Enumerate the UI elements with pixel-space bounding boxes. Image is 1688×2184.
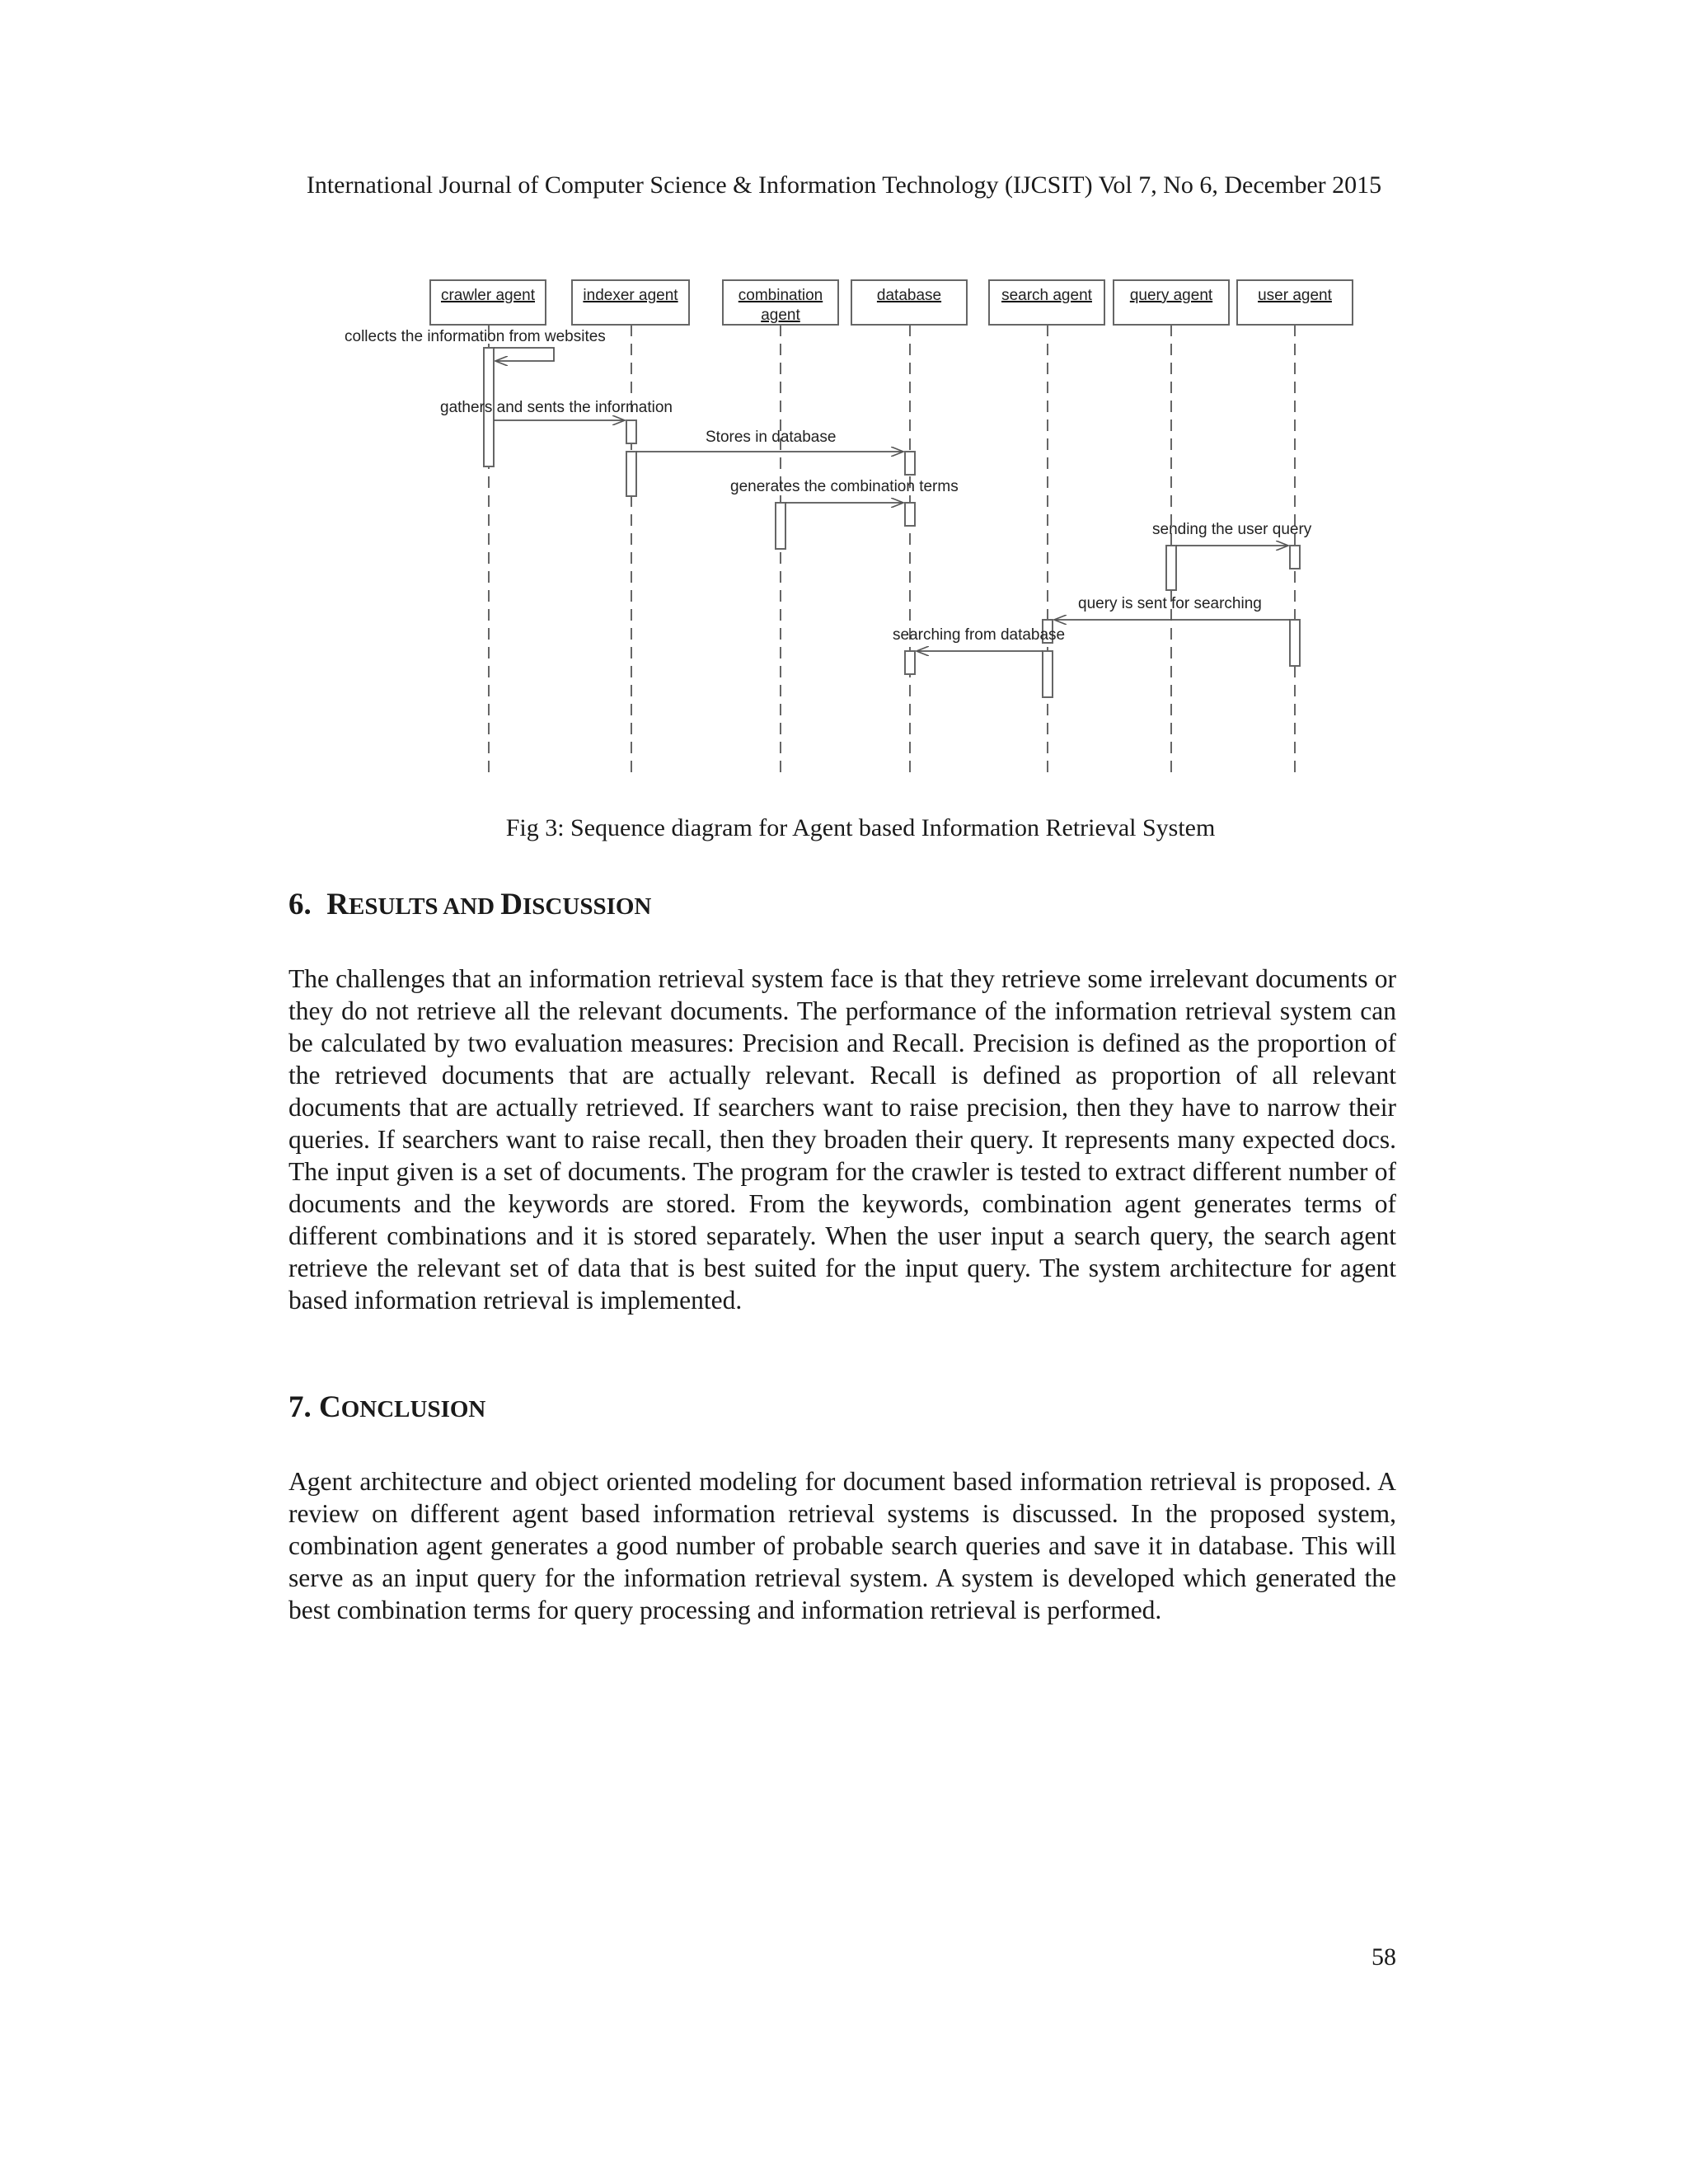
section-6-title-iscussion: ISCUSSION xyxy=(523,893,652,920)
section-6-title-d: D xyxy=(500,888,523,921)
activation-database-3 xyxy=(905,651,915,674)
sequence-diagram xyxy=(330,272,1368,783)
message-label-4: generates the combination terms xyxy=(730,478,959,495)
running-header: International Journal of Computer Science & Information Technology (IJCSIT) Vol 7, No 6, December 2015 xyxy=(306,171,1382,199)
message-label-5: sending the user query xyxy=(1152,521,1312,538)
section-6-title-r: R xyxy=(326,888,349,921)
section-7-title-onclusion: ONCLUSION xyxy=(340,1396,486,1422)
activation-user-1 xyxy=(1290,546,1300,569)
message-label-1: collects the information from websites xyxy=(345,328,606,345)
section-6-title-esults: ESULTS AND xyxy=(348,893,501,920)
activation-database-1 xyxy=(905,452,915,475)
message-label-6: query is sent for searching xyxy=(1078,595,1262,612)
section-6-paragraph: The challenges that an information retrieval system face is that they retrieve some irrelevant documents or they do not retrieve all the relevant documents. The performance of the information retrieval system can be calculated by two evaluation measures: Precision and Recall. Precision is defined as the proportion of the retrieved documents that are actually relevant. Recall is defined as proportion of all relevant documents that are actually retrieved. If searchers want to raise precision, then they have to narrow their queries. If searchers want to raise recall, then they broaden their query. It represents many expected docs. The input given is a set of documents. The program for the crawler is tested to extract different number of documents and the keywords are stored. From the keywords, combination agent generates terms of different combinations and it is stored separately. When the user input a search query, the search agent retrieve the relevant set of data that is best suited for the input query. The system architecture for agent based information retrieval is implemented. xyxy=(288,964,1396,1315)
activation-database-2 xyxy=(905,503,915,526)
activation-user-2 xyxy=(1290,620,1300,666)
activation-indexer-2 xyxy=(626,452,636,496)
lifeline-label-indexer-agent: indexer agent xyxy=(583,287,678,304)
message-arrow-1 xyxy=(494,348,554,361)
lifeline-label-database: database xyxy=(876,287,942,304)
message-label-2: gathers and sents the information xyxy=(440,399,673,416)
section-7-number: 7. xyxy=(288,1390,312,1424)
lifeline-label-combination-agent-1: combination xyxy=(738,287,823,304)
activation-combination xyxy=(776,503,785,549)
lifeline-label-crawler-agent: crawler agent xyxy=(440,287,536,304)
message-label-7: searching from database xyxy=(893,626,1066,644)
lifeline-label-search-agent: search agent xyxy=(1001,287,1092,304)
message-label-3: Stores in database xyxy=(706,429,837,446)
lifeline-label-user-agent: user agent xyxy=(1258,287,1332,304)
lifeline-label-query-agent: query agent xyxy=(1129,287,1213,304)
lifeline-label-combination-agent-2: agent xyxy=(761,307,800,324)
section-6-number: 6. xyxy=(288,888,312,921)
section-7-title-c: C xyxy=(319,1390,341,1424)
section-6-heading xyxy=(288,887,651,922)
section-7-heading xyxy=(288,1390,485,1425)
figure-caption: Fig 3: Sequence diagram for Agent based Information Retrieval System xyxy=(505,814,1216,841)
activation-indexer-1 xyxy=(626,420,636,443)
page-number: 58 xyxy=(1372,1943,1396,1971)
activation-search-2 xyxy=(1043,651,1053,697)
section-7-paragraph: Agent architecture and object oriented modeling for document based information retrieval is proposed. A review on different agent based information retrieval systems is discussed. In the proposed system, combination agent generates a good number of probable search queries and save it in database. This will serve as an input query for the information retrieval system. A system is developed which generated the best combination terms for query processing and information retrieval is performed. xyxy=(288,1467,1396,1624)
activation-query xyxy=(1166,546,1176,590)
